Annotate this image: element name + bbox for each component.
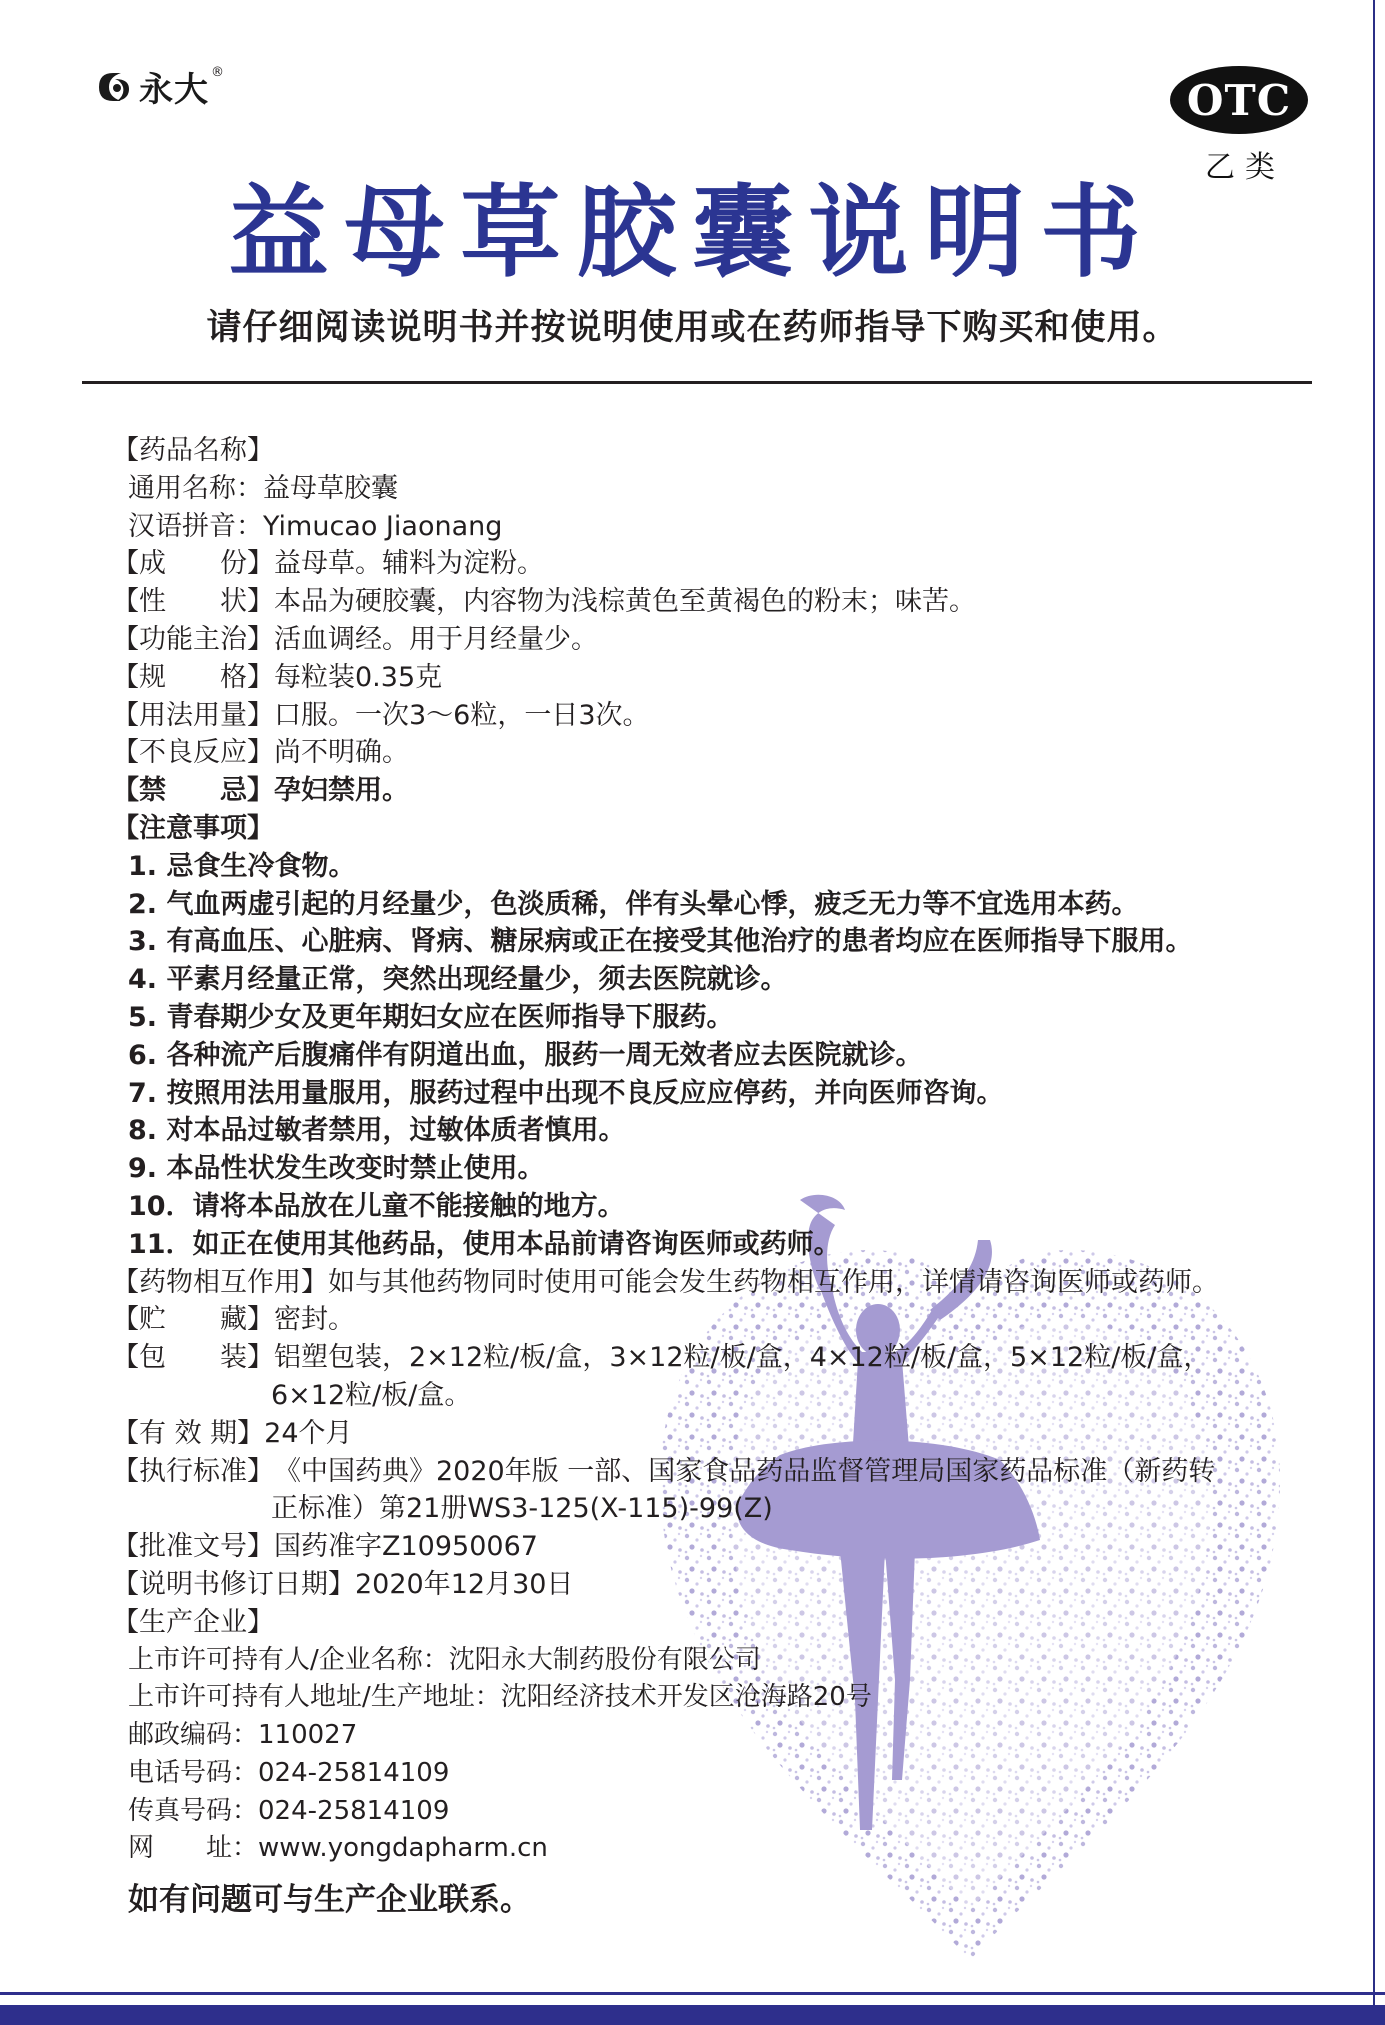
dosage-label: 【用法用量】 xyxy=(112,699,274,731)
approval-value: 国药准字Z10950067 xyxy=(274,1531,538,1563)
fax-value: 024-25814109 xyxy=(258,1795,450,1826)
bottom-band xyxy=(0,2005,1385,2025)
adverse-row xyxy=(112,734,1302,772)
adverse-label: 【不良反应】 xyxy=(112,737,274,769)
interactions-row xyxy=(112,1264,1302,1302)
revision-row xyxy=(112,1566,1302,1604)
precaution-item: 2. 气血两虚引起的月经量少，色淡质稀，伴有头晕心悸，疲乏无力等不宜选用本药。 xyxy=(128,888,1139,920)
interactions-label: 【药物相互作用】 xyxy=(112,1266,328,1298)
contraindications-value: 孕妇禁用。 xyxy=(274,775,409,807)
otc-class-label: 乙类 xyxy=(1205,150,1285,185)
precaution-item: 7. 按照用法用量服用，服药过程中出现不良反应应停药，并向医师咨询。 xyxy=(128,1077,1004,1109)
postcode-value: 110027 xyxy=(258,1720,358,1751)
interactions-value: 如与其他药物同时使用可能会发生药物相互作用，详情请咨询医师或药师。 xyxy=(328,1266,1219,1298)
standard-label: 【执行标准】 xyxy=(112,1455,274,1487)
contraindications-label: 【禁 忌】 xyxy=(112,775,274,807)
drug-name-header: 【药品名称】 xyxy=(112,435,274,466)
phone-label: 电话号码： xyxy=(128,1757,259,1788)
indications-row xyxy=(112,621,1302,659)
precaution-item: 4. 平素月经量正常，突然出现经量少，须去医院就诊。 xyxy=(128,964,788,996)
header-divider xyxy=(82,381,1312,384)
standard-row xyxy=(112,1453,1302,1491)
ingredients-value: 益母草。辅料为淀粉。 xyxy=(274,548,544,580)
address-label: 上市许可持有人地址/生产地址： xyxy=(128,1682,501,1713)
ingredients-label: 【成 份】 xyxy=(112,548,274,580)
packaging-value-line2: 6×12粒/板/盒。 xyxy=(271,1379,472,1411)
holder-value: 沈阳永大制药股份有限公司 xyxy=(448,1644,761,1675)
phone-row xyxy=(112,1755,1302,1793)
pinyin-label: 汉语拼音： xyxy=(128,510,263,542)
otc-badge: OTC xyxy=(1170,66,1308,134)
precaution-item: 9. 本品性状发生改变时禁止使用。 xyxy=(128,1153,545,1185)
leaflet-body xyxy=(112,432,1302,1920)
precaution-item: 8. 对本品过敏者禁用，过敏体质者慎用。 xyxy=(128,1115,626,1147)
website-value: www.yongdapharm.cn xyxy=(258,1833,548,1864)
validity-value: 24个月 xyxy=(264,1417,353,1449)
approval-row xyxy=(112,1528,1302,1566)
bottom-rule xyxy=(0,1992,1385,1995)
brand-logo xyxy=(95,62,224,111)
packaging-row xyxy=(112,1339,1302,1377)
indications-label: 【功能主治】 xyxy=(112,623,274,655)
phone-value: 024-25814109 xyxy=(258,1757,450,1788)
contraindications-row xyxy=(112,772,1302,810)
precaution-item: 3. 有高血压、心脏病、肾病、糖尿病或正在接受其他治疗的患者均应在医师指导下服用。 xyxy=(128,926,1193,958)
precautions-header: 【注意事项】 xyxy=(112,812,274,844)
precaution-item: 6. 各种流产后腹痛伴有阴道出血，服药一周无效者应去医院就诊。 xyxy=(128,1039,923,1071)
website-row xyxy=(112,1830,1302,1868)
adverse-value: 尚不明确。 xyxy=(274,737,409,769)
approval-label: 【批准文号】 xyxy=(112,1531,274,1563)
generic-name-value: 益母草胶囊 xyxy=(263,472,398,504)
website-label: 网 址： xyxy=(128,1833,259,1864)
yongda-logo-icon xyxy=(95,67,135,107)
packaging-label: 【包 装】 xyxy=(112,1342,274,1374)
validity-label: 【有 效 期】 xyxy=(112,1417,265,1449)
brand-name: 永大 xyxy=(139,70,209,110)
storage-value: 密封。 xyxy=(274,1304,355,1336)
postcode-label: 邮政编码： xyxy=(128,1720,259,1751)
fax-label: 传真号码： xyxy=(128,1795,259,1826)
appearance-value: 本品为硬胶囊，内容物为浅棕黄色至黄褐色的粉末；味苦。 xyxy=(274,586,976,618)
packaging-value-line1: 铝塑包装，2×12粒/板/盒，3×12粒/板/盒，4×12粒/板/盒，5×12粒/板/盒， xyxy=(274,1342,1211,1374)
specification-label: 【规 格】 xyxy=(112,661,274,693)
postcode-row xyxy=(112,1717,1302,1755)
pinyin-value: Yimucao Jiaonang xyxy=(263,510,503,542)
address-row xyxy=(112,1679,1302,1717)
revision-value: 2020年12月30日 xyxy=(355,1568,574,1600)
standard-value-line2: 正标准）第21册WS3-125(X-115)-99(Z) xyxy=(271,1493,773,1525)
holder-label: 上市许可持有人/企业名称： xyxy=(128,1644,449,1675)
specification-row xyxy=(112,659,1302,697)
appearance-row xyxy=(112,583,1302,621)
generic-name-label: 通用名称： xyxy=(128,472,263,504)
indications-value: 活血调经。用于月经量少。 xyxy=(274,623,598,655)
appearance-label: 【性 状】 xyxy=(112,586,274,618)
dosage-value: 口服。一次3～6粒，一日3次。 xyxy=(274,699,650,731)
validity-row xyxy=(112,1415,1302,1453)
fax-row xyxy=(112,1793,1302,1831)
footer-note: 如有问题可与生产企业联系。 xyxy=(128,1882,531,1919)
page-subtitle: 请仔细阅读说明书并按说明使用或在药师指导下购买和使用。 xyxy=(206,308,1179,348)
precaution-item: 5. 青春期少女及更年期妇女应在医师指导下服药。 xyxy=(128,1001,734,1033)
revision-label: 【说明书修订日期】 xyxy=(112,1568,355,1600)
registered-mark: ® xyxy=(211,65,224,80)
specification-value: 每粒装0.35克 xyxy=(274,661,443,693)
address-value: 沈阳经济技术开发区沧海路20号 xyxy=(500,1682,872,1713)
ingredients-row xyxy=(112,545,1302,583)
precaution-item: 1. 忌食生冷食物。 xyxy=(128,850,356,882)
storage-row xyxy=(112,1301,1302,1339)
generic-name-row xyxy=(112,470,1302,508)
manufacturer-header: 【生产企业】 xyxy=(112,1606,274,1638)
standard-value-line1: 《中国药典》2020年版 一部、国家食品药品监督管理局国家药品标准（新药转 xyxy=(274,1455,1216,1487)
pinyin-row xyxy=(112,508,1302,546)
holder-row xyxy=(112,1642,1302,1680)
precaution-item: 10．请将本品放在儿童不能接触的地方。 xyxy=(128,1190,625,1222)
dosage-row xyxy=(112,697,1302,735)
page-title: 益母草胶囊说明书 xyxy=(228,174,1157,291)
storage-label: 【贮 藏】 xyxy=(112,1304,274,1336)
precaution-item: 11．如正在使用其他药品，使用本品前请咨询医师或药师。 xyxy=(128,1228,841,1260)
